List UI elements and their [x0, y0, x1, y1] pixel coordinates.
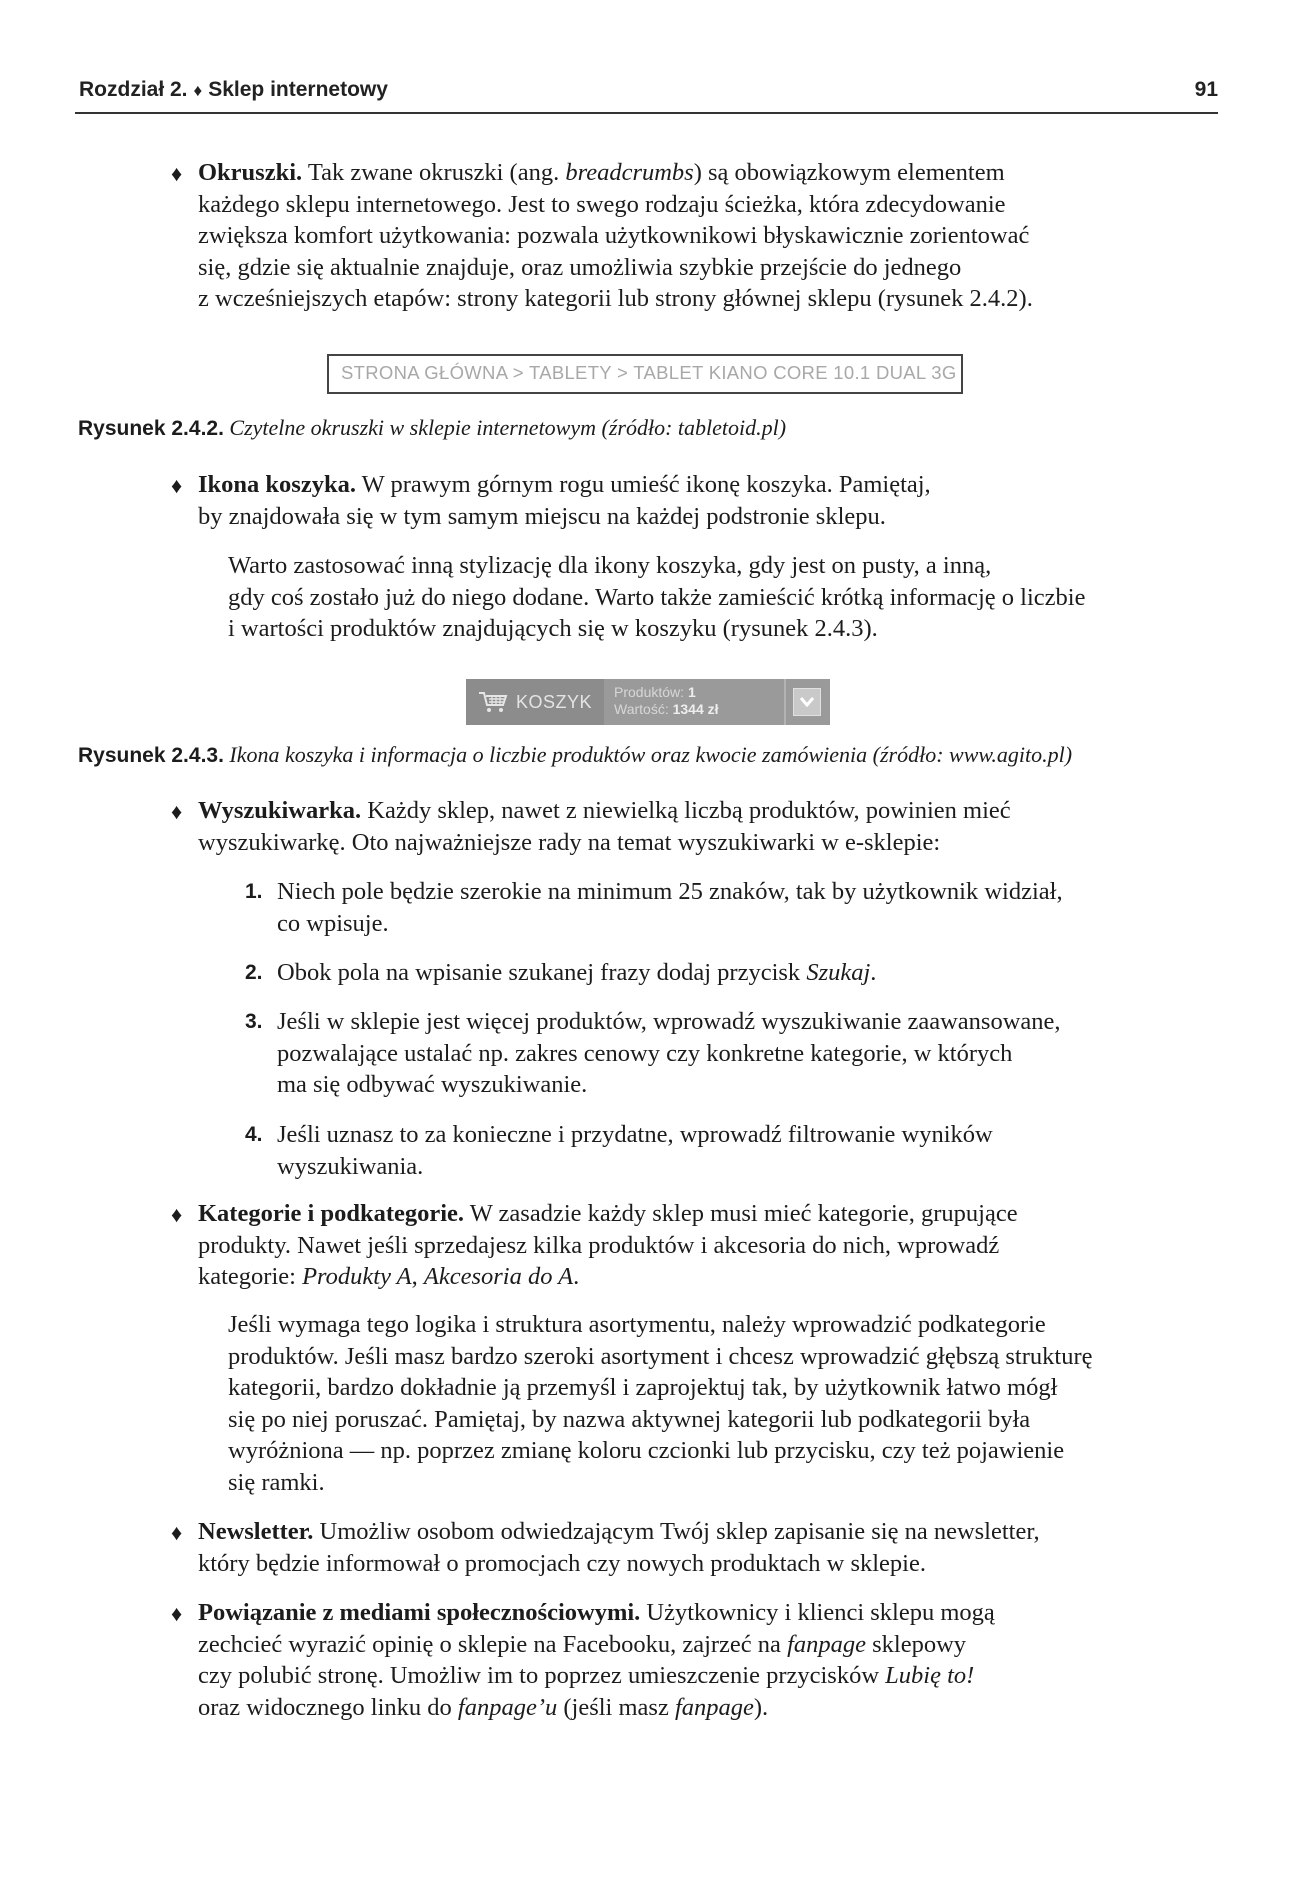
list-item	[245, 876, 1187, 939]
paragraph-wyszukiwarka	[198, 795, 1190, 858]
italic-text: Akcesoria do A	[423, 1263, 574, 1290]
products-value: 1	[687, 684, 696, 700]
list-item-text	[277, 1006, 1187, 1101]
paragraph-media	[198, 1597, 1190, 1723]
text-run: ,	[411, 1263, 424, 1290]
term-label: Kategorie i podkategorie.	[198, 1200, 465, 1227]
value-amount: 1344 zł	[672, 701, 719, 717]
caption-label: Rysunek 2.4.3.	[78, 744, 224, 767]
list-number: 1.	[245, 880, 263, 903]
text-run: Jeśli uznasz to za konieczne i przydatne, wprowadź filtrowanie wyników	[277, 1121, 993, 1148]
header-left	[79, 78, 388, 102]
text-run: zechcieć wyrazić opinię o sklepie na Facebooku, zajrzeć na	[198, 1630, 788, 1658]
list-item	[245, 1119, 1187, 1182]
list-item	[245, 957, 1187, 989]
text-run: Jeśli wymaga tego logika i struktura asortymentu, należy wprowadzić podkategorie	[228, 1311, 1046, 1338]
italic-text: fanpage	[787, 1630, 866, 1658]
cart-label: KOSZYK	[516, 692, 593, 712]
bullet-diamond-icon: ♦	[171, 1520, 183, 1545]
text-run: Warto zastosować inną stylizację dla ikony koszyka, gdy jest on pusty, a inną,	[228, 552, 992, 579]
text-run: wyszukiwania.	[277, 1152, 424, 1180]
text-run: co wpisuje.	[277, 909, 389, 937]
text-run: Tak zwane okruszki (ang.	[302, 159, 566, 186]
term-label: Ikona koszyka.	[198, 471, 356, 498]
page-number: 91	[1194, 78, 1218, 101]
text-run: ).	[753, 1693, 769, 1721]
italic-text: Lubię to!	[885, 1662, 975, 1689]
text-run: Umożliw osobom odwiedzającym Twój sklep zapisanie się na newsletter,	[313, 1518, 1040, 1545]
chapter-title: Sklep internetowy	[208, 78, 388, 101]
text-run: ma się odbywać wyszukiwanie.	[277, 1071, 588, 1098]
text-run: kategorii, bardzo dokładnie ją przemyśl i zaprojektuj tak, by użytkownik łatwo mógł	[228, 1374, 1058, 1401]
value-label: Wartość:	[614, 701, 669, 717]
paragraph-kategorie	[198, 1198, 1190, 1293]
list-item-text	[277, 876, 1187, 939]
italic-text: fanpage	[674, 1693, 754, 1721]
list-item-text	[277, 1119, 1187, 1182]
paragraph-kategorie-text	[228, 1309, 1188, 1498]
bullet-okruszki	[171, 157, 1190, 315]
text-run: W prawym górnym rogu umieść ikonę koszyka. Pamiętaj,	[355, 471, 931, 498]
caption-2-4-3	[78, 741, 1072, 770]
paragraph-koszyk-2	[228, 550, 1188, 645]
figure-cart	[466, 679, 830, 725]
text-run: produktów. Jeśli masz bardzo szeroki asortyment i chcesz wprowadzić głębszą strukturę	[228, 1342, 1093, 1370]
text-run: wyszukiwarkę. Oto najważniejsze rady na temat wyszukiwarki w e-sklepie:	[198, 828, 941, 856]
paragraph-newsletter	[198, 1516, 1190, 1579]
text-run: wyróżniona — np. poprzez zmianę koloru czcionki lub przycisku, czy też pojawienie	[228, 1437, 1065, 1464]
products-label: Produktów:	[614, 684, 685, 700]
cart-info	[614, 684, 719, 718]
list-number: 4.	[245, 1123, 263, 1146]
italic-text: fanpage’u	[457, 1693, 558, 1721]
breadcrumb: STRONA GŁÓWNA > TABLETY > TABLET KIANO CORE 10.1 DUAL 3G	[341, 362, 957, 383]
cart-button	[466, 679, 604, 725]
text-run: Niech pole będzie szerokie na minimum 25 znaków, tak by użytkownik widział,	[277, 878, 1063, 905]
italic-text: Szukaj	[806, 959, 871, 986]
text-run: i wartości produktów znajdujących się w koszyku (rysunek 2.4.3).	[228, 615, 878, 642]
caption-2-4-2	[78, 414, 786, 443]
paragraph-koszyk-text	[228, 550, 1188, 645]
caption-label: Rysunek 2.4.2.	[78, 417, 224, 440]
text-run: ) są obowiązkowym elementem	[693, 159, 1005, 186]
text-run: Jeśli w sklepie jest więcej produktów, wprowadź wyszukiwanie zaawansowane,	[277, 1008, 1061, 1035]
cart-dropdown-button	[793, 688, 821, 716]
shopping-cart-icon	[478, 690, 508, 714]
text-run: się po niej poruszać. Pamiętaj, by nazwa aktywnej kategorii lub podkategorii była	[228, 1405, 1031, 1433]
bullet-newsletter	[171, 1516, 1190, 1579]
separator	[784, 679, 786, 725]
bullet-media-spolecznosciowe	[171, 1597, 1190, 1723]
list-item-text	[277, 957, 1187, 989]
text-run: W zasadzie każdy sklep musi mieć kategorie, grupujące	[464, 1200, 1018, 1227]
text-run: oraz widocznego linku do	[198, 1693, 458, 1721]
running-header	[75, 76, 1218, 114]
text-run: kategorie:	[198, 1263, 303, 1290]
chevron-down-icon	[799, 696, 815, 708]
paragraph-ikona-koszyka	[198, 469, 1190, 532]
bullet-wyszukiwarka	[171, 795, 1190, 858]
text-run: Użytkownicy i klienci sklepu mogą	[640, 1599, 995, 1626]
text-run: z wcześniejszych etapów: strony kategorii lub strony głównej sklepu (rysunek 2.4.2).	[198, 285, 1033, 312]
italic-text: Produkty A	[302, 1263, 412, 1290]
text-run: się ramki.	[228, 1468, 325, 1496]
caption-text: Ikona koszyka i informacja o liczbie produktów oraz kwocie zamówienia (źródło: www.agito.pl)	[229, 742, 1073, 767]
text-run: .	[870, 959, 877, 986]
list-item	[245, 1006, 1187, 1101]
text-run: zwiększa komfort użytkowania: pozwala użytkownikowi błyskawicznie zorientować	[198, 222, 1030, 249]
italic-text: breadcrumbs	[565, 159, 694, 186]
text-run: czy polubić stronę. Umożliw im to poprzez umieszczenie przycisków	[198, 1662, 886, 1689]
bullet-diamond-icon: ♦	[171, 161, 183, 186]
text-run: sklepowy	[866, 1630, 967, 1658]
term-label: Powiązanie z mediami społecznościowymi.	[198, 1599, 641, 1626]
text-run: Każdy sklep, nawet z niewielką liczbą produktów, powinien mieć	[361, 797, 1011, 824]
term-label: Newsletter.	[198, 1518, 314, 1545]
bullet-diamond-icon: ♦	[171, 799, 183, 824]
term-label: Okruszki.	[198, 159, 303, 186]
text-run: Obok pola na wpisanie szukanej frazy dodaj przycisk	[277, 959, 807, 986]
text-run: gdy coś zostało już do niego dodane. Warto także zamieścić krótką informację o liczbie	[228, 583, 1086, 611]
text-run: się, gdzie się aktualnie znajduje, oraz umożliwia szybkie przejście do jednego	[198, 253, 962, 281]
paragraph-kategorie-2	[228, 1309, 1188, 1498]
bullet-ikona-koszyka	[171, 469, 1190, 532]
text-run: .	[573, 1263, 580, 1290]
bullet-diamond-icon: ♦	[171, 473, 183, 498]
text-run: który będzie informował o promocjach czy nowych produktach w sklepie.	[198, 1549, 926, 1577]
caption-text: Czytelne okruszki w sklepie internetowym (źródło: tabletoid.pl)	[229, 415, 787, 440]
text-run: pozwalające ustalać np. zakres cenowy czy konkretne kategorie, w których	[277, 1039, 1013, 1067]
bullet-diamond-icon: ♦	[171, 1202, 183, 1227]
figure-breadcrumb	[327, 354, 963, 394]
text-run: każdego sklepu internetowego. Jest to swego rodzaju ścieżka, która zdecydowanie	[198, 190, 1006, 218]
paragraph-okruszki	[198, 157, 1190, 315]
list-number: 2.	[245, 961, 263, 984]
text-run: (jeśli masz	[557, 1693, 675, 1721]
text-run: by znajdowała się w tym samym miejscu na każdej podstronie sklepu.	[198, 502, 886, 530]
text-run: produkty. Nawet jeśli sprzedajesz kilka produktów i akcesoria do nich, wprowadź	[198, 1231, 1000, 1259]
bullet-diamond-icon: ♦	[171, 1601, 183, 1626]
diamond-icon: ♦	[193, 81, 203, 100]
bullet-kategorie	[171, 1198, 1190, 1293]
list-number: 3.	[245, 1010, 263, 1033]
term-label: Wyszukiwarka.	[198, 797, 362, 824]
chapter-label: Rozdział 2.	[79, 78, 188, 101]
